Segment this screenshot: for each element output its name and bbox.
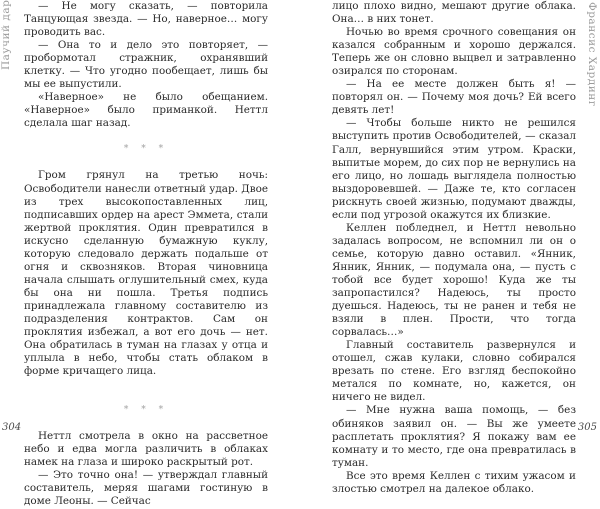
right-page — [300, 0, 600, 495]
paragraph: Главный составитель развернулся и отошел, сжав кулаки, словно собирался врезать по стене. Его взгляд беспокойно метался по комнате, но, кажется, он ничего не видел. — [332, 339, 576, 404]
page-number: 304 — [2, 422, 22, 433]
left-page — [0, 0, 300, 508]
paragraph: Гром грянул на третью ночь: Освободители нанесли ответный удар. Двое из трех высокопоставленных лиц, подписавших ордер на арест Эммета, стали жертвой проклятия. Один превратился в искусно сделанную бумажную куклу, которую следовало держать подальше от огня и сквозняков. Вторая чиновница начала слышать оглушительный смех, куда бы она ни пошла. Третья подпись принадлежала главному составителю из подразделения контрактов. Сам он проклятия избежал, а вот его дочь — нет. Она обратилась в туман на глазах у отца и уплыла в небо, чтобы стать облаком в форме кричащего лица. — [24, 169, 268, 378]
paragraph: — Она то и дело это повторяет, — пробормотал стражник, охранявший клетку. — Что угодно пообещает, лишь бы мы ее выпустили. — [24, 39, 268, 91]
section-break: * * * — [123, 405, 169, 416]
paragraph: Келлен побледнел, и Неттл невольно задалась вопросом, не вспомнил ли он о семье, которую давно оставил. «Янник, Янник, Янник, — подумала она, — пусть с тобой все будет хорошо! Куда же ты запропастился? Надеюсь, ты просто дуешься. Надеюсь, ты не ранен и тебя не взяли в плен. Прости, что тогда сорвалась…» — [332, 221, 576, 339]
paragraph: — На ее месте должен быть я! — повторял он. — Почему моя дочь? Ей всего девять лет! — [332, 78, 576, 117]
spacer — [24, 378, 268, 391]
spacer — [24, 391, 268, 404]
right-page-body — [332, 0, 576, 496]
spacer — [24, 417, 268, 430]
paragraph: Неттл смотрела в окно на рассветное небо и едва могла различить в облаках намек на глаза и широко раскрытый рот. — [24, 430, 268, 469]
paragraph: — Это точно она! — утверждал главный составитель, меряя шагами гостиную в доме Леоны. — Сейчас — [24, 469, 268, 508]
paragraph: Все это время Келлен с тихим ужасом и злостью смотрел на далекое облако. — [332, 469, 576, 495]
page-number: 305 — [577, 422, 597, 433]
paragraph: — Чтобы больше никто не решился выступить против Освободителей, — сказал Галл, вернувшийся этим утром. Краски, выпитые морем, до сих пор не вернулись на его лицо, но лошадь выглядела полностью выздоровевшей. — Даже те, кто согласен рискнуть своей жизнью, подумают дважды, если под угрозой окажутся их близкие. — [332, 117, 576, 221]
left-page-body — [24, 0, 268, 509]
paragraph: лицо плохо видно, мешают другие облака. Она… в них тонет. — [332, 0, 576, 26]
paragraph: Ночью во время срочного совещания он казался собранным и хорошо держался. Теперь же он словно выцвел и затравленно озирался по сторонам. — [332, 26, 576, 78]
running-head-author: Франсис Хардинг — [586, 2, 598, 107]
paragraph: «Наверное» не было обещанием. «Наверное» было приманкой. Неттл сделала шаг назад. — [24, 91, 268, 130]
paragraph: — Не могу сказать, — повторила Танцующая звезда. — Но, наверное… могу проводить вас. — [24, 0, 268, 39]
running-head-book-title: Паучий дар — [0, 0, 12, 71]
spacer — [24, 156, 268, 169]
section-break: * * * — [123, 144, 169, 155]
spacer — [24, 130, 268, 143]
paragraph: — Мне нужна ваша помощь, — без обиняков заявил он. — Вы же умеете расплетать проклятия? Я покажу вам ее комнату и то место, где она превратилась в туман. — [332, 404, 576, 469]
